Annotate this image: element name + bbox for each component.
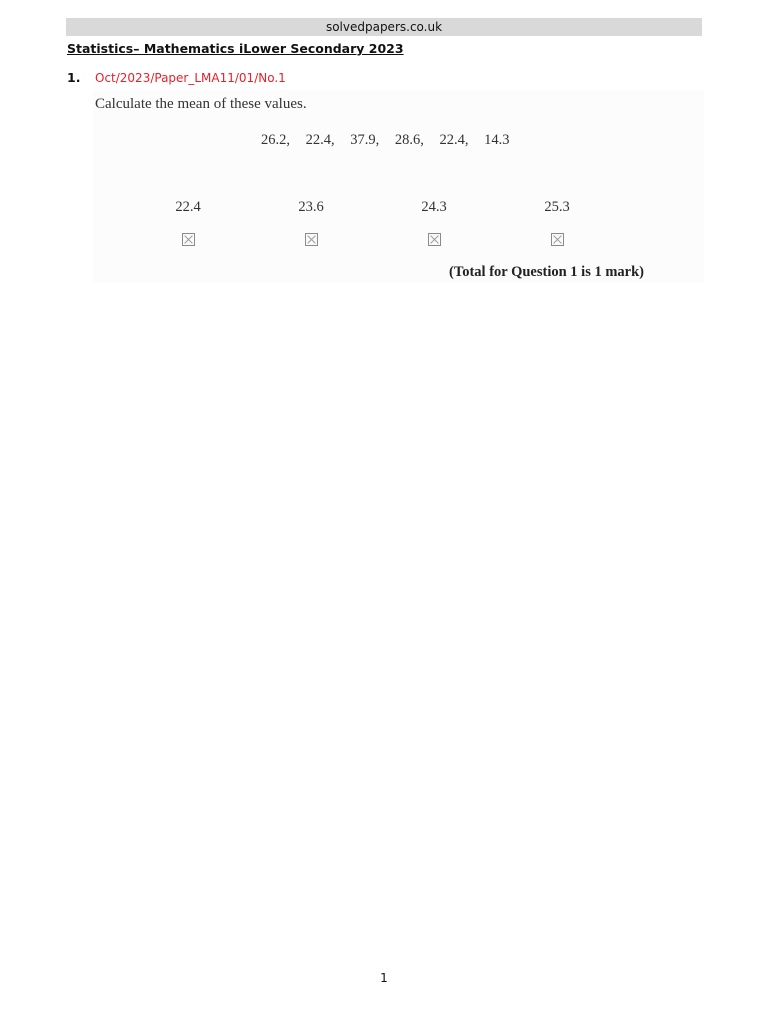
value-item: 22.4, [305,132,335,148]
option-checkbox[interactable] [428,233,441,246]
value-item: 26.2, [261,132,290,148]
option-checkbox[interactable] [305,233,318,246]
value-item: 28.6, [394,132,424,148]
answer-option-c [394,198,474,246]
site-name: solvedpapers.co.uk [325,20,443,34]
option-label: 22.4 [175,199,201,215]
value-item: 14.3 [484,132,510,148]
value-item: 22.4, [439,132,469,148]
page-number: 1 [380,971,388,985]
question-total-marks: (Total for Question 1 is 1 mark) [449,264,644,280]
answer-option-a [148,198,228,246]
option-checkbox[interactable] [182,233,195,246]
value-item: 37.9, [350,132,380,148]
question-panel [93,90,704,282]
answer-option-d [517,198,597,246]
answer-option-b [271,198,351,246]
question-number: 1. [67,70,81,85]
site-header-bar [66,18,702,36]
question-prompt: Calculate the mean of these values. [95,96,307,112]
document-title: Statistics– Mathematics iLower Secondary 2023 [67,41,404,56]
option-label: 23.6 [298,199,324,215]
option-checkbox[interactable] [551,233,564,246]
question-reference: Oct/2023/Paper_LMA11/01/No.1 [95,71,286,85]
values-list [261,132,510,149]
option-label: 25.3 [544,199,570,215]
option-label: 24.3 [421,199,447,215]
